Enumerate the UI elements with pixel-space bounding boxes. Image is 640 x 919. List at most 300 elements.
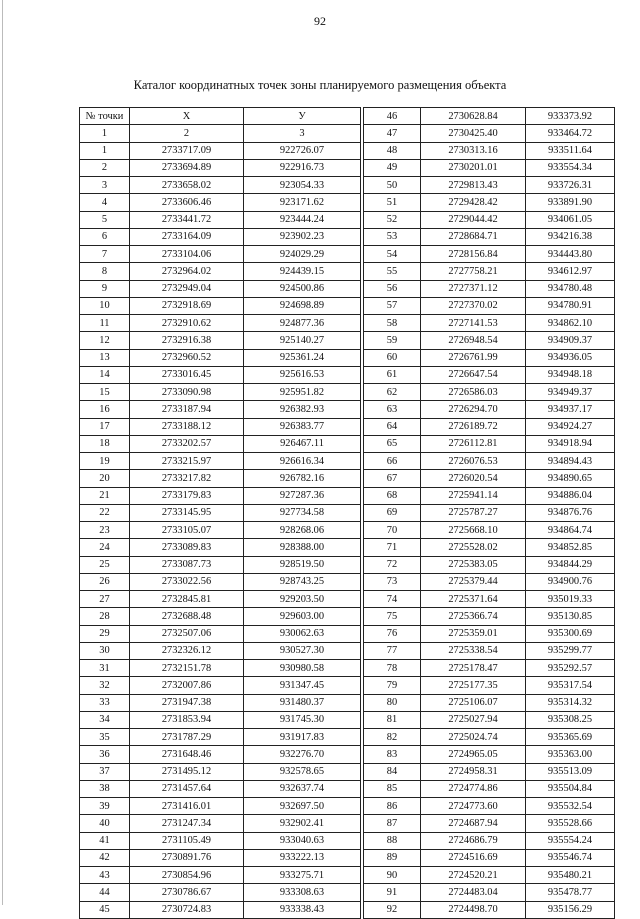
point-number-cell: 22	[80, 504, 130, 521]
y-coordinate-cell: 929203.50	[244, 591, 361, 608]
point-number-cell: 5	[80, 211, 130, 228]
point-number-cell: 33	[80, 694, 130, 711]
table-row	[364, 522, 615, 539]
x-coordinate-cell: 2730724.83	[130, 901, 244, 918]
x-coordinate-cell: 2724687.94	[421, 815, 526, 832]
x-coordinate-cell: 2732916.38	[130, 332, 244, 349]
x-coordinate-cell: 2731247.34	[130, 815, 244, 832]
y-coordinate-cell: 935019.33	[526, 591, 615, 608]
coordinates-table-right	[363, 107, 615, 919]
point-number-cell: 40	[80, 815, 130, 832]
x-coordinate-cell: 2733717.09	[130, 142, 244, 159]
table-row	[364, 487, 615, 504]
x-coordinate-cell: 2726189.72	[421, 418, 526, 435]
x-coordinate-cell: 2724773.60	[421, 798, 526, 815]
x-coordinate-cell: 2725338.54	[421, 642, 526, 659]
header-x: Х	[130, 108, 244, 125]
table-row	[364, 625, 615, 642]
x-coordinate-cell: 2733022.56	[130, 573, 244, 590]
point-number-cell: 43	[80, 867, 130, 884]
point-number-cell: 57	[364, 297, 421, 314]
x-coordinate-cell: 2730425.40	[421, 125, 526, 142]
x-coordinate-cell: 2725178.47	[421, 660, 526, 677]
y-coordinate-cell: 935532.54	[526, 798, 615, 815]
y-coordinate-cell: 934886.04	[526, 487, 615, 504]
table-row	[364, 746, 615, 763]
table-row	[364, 401, 615, 418]
table-row	[364, 453, 615, 470]
table-row	[80, 608, 361, 625]
table-row	[364, 729, 615, 746]
y-coordinate-cell: 924439.15	[244, 263, 361, 280]
x-coordinate-cell: 2730891.76	[130, 849, 244, 866]
table-row	[80, 573, 361, 590]
x-coordinate-cell: 2732964.02	[130, 263, 244, 280]
x-coordinate-cell: 2724965.05	[421, 746, 526, 763]
y-coordinate-cell: 935299.77	[526, 642, 615, 659]
y-coordinate-cell: 924029.29	[244, 246, 361, 263]
table-row	[364, 332, 615, 349]
point-number-cell: 31	[80, 660, 130, 677]
table-row	[80, 280, 361, 297]
y-coordinate-cell: 934780.91	[526, 297, 615, 314]
index-cell: 1	[80, 125, 130, 142]
table-row	[80, 832, 361, 849]
x-coordinate-cell: 2731457.64	[130, 780, 244, 797]
y-coordinate-cell: 933373.92	[526, 108, 615, 125]
x-coordinate-cell: 2733089.83	[130, 539, 244, 556]
x-coordinate-cell: 2729044.42	[421, 211, 526, 228]
table-row	[80, 384, 361, 401]
header-y: У	[244, 108, 361, 125]
point-number-cell: 83	[364, 746, 421, 763]
x-coordinate-cell: 2732949.04	[130, 280, 244, 297]
y-coordinate-cell: 924500.86	[244, 280, 361, 297]
point-number-cell: 78	[364, 660, 421, 677]
x-coordinate-cell: 2724686.79	[421, 832, 526, 849]
table-row	[364, 211, 615, 228]
point-number-cell: 10	[80, 297, 130, 314]
y-coordinate-cell: 923171.62	[244, 194, 361, 211]
table-row	[80, 539, 361, 556]
y-coordinate-cell: 924698.89	[244, 297, 361, 314]
table-row	[364, 125, 615, 142]
scan-edge-line	[2, 0, 3, 905]
point-number-cell: 37	[80, 763, 130, 780]
y-coordinate-cell: 932697.50	[244, 798, 361, 815]
y-coordinate-cell: 933222.13	[244, 849, 361, 866]
x-coordinate-cell: 2733145.95	[130, 504, 244, 521]
y-coordinate-cell: 935504.84	[526, 780, 615, 797]
table-row	[364, 832, 615, 849]
y-coordinate-cell: 935130.85	[526, 608, 615, 625]
y-coordinate-cell: 933891.90	[526, 194, 615, 211]
y-coordinate-cell: 934924.27	[526, 418, 615, 435]
x-coordinate-cell: 2732688.48	[130, 608, 244, 625]
x-coordinate-cell: 2730313.16	[421, 142, 526, 159]
table-row	[80, 901, 361, 918]
x-coordinate-cell: 2726112.81	[421, 435, 526, 452]
y-coordinate-cell: 935317.54	[526, 677, 615, 694]
point-number-cell: 8	[80, 263, 130, 280]
y-coordinate-cell: 928388.00	[244, 539, 361, 556]
y-coordinate-cell: 934948.18	[526, 366, 615, 383]
y-coordinate-cell: 935314.32	[526, 694, 615, 711]
y-coordinate-cell: 935156.29	[526, 901, 615, 918]
y-coordinate-cell: 934061.05	[526, 211, 615, 228]
y-coordinate-cell: 935308.25	[526, 711, 615, 728]
y-coordinate-cell: 932902.41	[244, 815, 361, 832]
y-coordinate-cell: 932578.65	[244, 763, 361, 780]
table-row	[80, 711, 361, 728]
table-row	[80, 660, 361, 677]
x-coordinate-cell: 2727371.12	[421, 280, 526, 297]
point-number-cell: 60	[364, 349, 421, 366]
point-number-cell: 79	[364, 677, 421, 694]
table-row	[80, 453, 361, 470]
y-coordinate-cell: 932637.74	[244, 780, 361, 797]
point-number-cell: 53	[364, 228, 421, 245]
right-table-body	[364, 108, 615, 919]
y-coordinate-cell: 927734.58	[244, 504, 361, 521]
x-coordinate-cell: 2732910.62	[130, 315, 244, 332]
table-row	[80, 332, 361, 349]
table-row	[364, 556, 615, 573]
x-coordinate-cell: 2724520.21	[421, 867, 526, 884]
x-coordinate-cell: 2725668.10	[421, 522, 526, 539]
x-coordinate-cell: 2725941.14	[421, 487, 526, 504]
x-coordinate-cell: 2732845.81	[130, 591, 244, 608]
table-row	[80, 263, 361, 280]
table-row	[364, 608, 615, 625]
x-coordinate-cell: 2726647.54	[421, 366, 526, 383]
point-number-cell: 69	[364, 504, 421, 521]
point-number-cell: 42	[80, 849, 130, 866]
x-coordinate-cell: 2724516.69	[421, 849, 526, 866]
table-row	[364, 660, 615, 677]
y-coordinate-cell: 928519.50	[244, 556, 361, 573]
y-coordinate-cell: 935478.77	[526, 884, 615, 901]
table-row	[364, 108, 615, 125]
x-coordinate-cell: 2731105.49	[130, 832, 244, 849]
x-coordinate-cell: 2733188.12	[130, 418, 244, 435]
y-coordinate-cell: 935365.69	[526, 729, 615, 746]
table-row	[80, 867, 361, 884]
x-coordinate-cell: 2733658.02	[130, 177, 244, 194]
left-table-body	[80, 142, 361, 918]
table-row	[80, 159, 361, 176]
x-coordinate-cell: 2731416.01	[130, 798, 244, 815]
table-row	[364, 642, 615, 659]
point-number-cell: 74	[364, 591, 421, 608]
x-coordinate-cell: 2731853.94	[130, 711, 244, 728]
x-coordinate-cell: 2725359.01	[421, 625, 526, 642]
point-number-cell: 16	[80, 401, 130, 418]
point-number-cell: 25	[80, 556, 130, 573]
point-number-cell: 89	[364, 849, 421, 866]
y-coordinate-cell: 931347.45	[244, 677, 361, 694]
table-row	[364, 591, 615, 608]
x-coordinate-cell: 2732151.78	[130, 660, 244, 677]
y-coordinate-cell: 933464.72	[526, 125, 615, 142]
y-coordinate-cell: 934900.76	[526, 573, 615, 590]
table-index-row	[80, 125, 361, 142]
y-coordinate-cell: 933040.63	[244, 832, 361, 849]
point-number-cell: 64	[364, 418, 421, 435]
x-coordinate-cell: 2726020.54	[421, 470, 526, 487]
point-number-cell: 56	[364, 280, 421, 297]
x-coordinate-cell: 2732507.06	[130, 625, 244, 642]
x-coordinate-cell: 2725383.05	[421, 556, 526, 573]
point-number-cell: 62	[364, 384, 421, 401]
point-number-cell: 19	[80, 453, 130, 470]
y-coordinate-cell: 926382.93	[244, 401, 361, 418]
table-row	[364, 384, 615, 401]
y-coordinate-cell: 933554.34	[526, 159, 615, 176]
table-row	[364, 280, 615, 297]
point-number-cell: 18	[80, 435, 130, 452]
point-number-cell: 30	[80, 642, 130, 659]
table-row	[80, 849, 361, 866]
point-number-cell: 1	[80, 142, 130, 159]
x-coordinate-cell: 2725366.74	[421, 608, 526, 625]
point-number-cell: 82	[364, 729, 421, 746]
y-coordinate-cell: 935480.21	[526, 867, 615, 884]
table-row	[80, 401, 361, 418]
table-row	[364, 349, 615, 366]
x-coordinate-cell: 2733179.83	[130, 487, 244, 504]
x-coordinate-cell: 2725787.27	[421, 504, 526, 521]
header-point-number: № точки	[80, 108, 130, 125]
x-coordinate-cell: 2733217.82	[130, 470, 244, 487]
y-coordinate-cell: 935363.00	[526, 746, 615, 763]
y-coordinate-cell: 923902.23	[244, 228, 361, 245]
table-row	[364, 694, 615, 711]
point-number-cell: 27	[80, 591, 130, 608]
table-row	[80, 228, 361, 245]
x-coordinate-cell: 2724774.86	[421, 780, 526, 797]
point-number-cell: 50	[364, 177, 421, 194]
table-row	[80, 591, 361, 608]
table-row	[80, 194, 361, 211]
y-coordinate-cell: 926467.11	[244, 435, 361, 452]
x-coordinate-cell: 2728684.71	[421, 228, 526, 245]
y-coordinate-cell: 925361.24	[244, 349, 361, 366]
point-number-cell: 84	[364, 763, 421, 780]
point-number-cell: 24	[80, 539, 130, 556]
point-number-cell: 15	[80, 384, 130, 401]
table-row	[364, 504, 615, 521]
table-row	[80, 694, 361, 711]
y-coordinate-cell: 923054.33	[244, 177, 361, 194]
y-coordinate-cell: 935546.74	[526, 849, 615, 866]
y-coordinate-cell: 934876.76	[526, 504, 615, 521]
table-row	[80, 729, 361, 746]
x-coordinate-cell: 2733215.97	[130, 453, 244, 470]
y-coordinate-cell: 935528.66	[526, 815, 615, 832]
table-row	[364, 763, 615, 780]
x-coordinate-cell: 2733441.72	[130, 211, 244, 228]
table-row	[364, 315, 615, 332]
table-row	[364, 901, 615, 918]
y-coordinate-cell: 926782.16	[244, 470, 361, 487]
table-row	[80, 211, 361, 228]
y-coordinate-cell: 925616.53	[244, 366, 361, 383]
point-number-cell: 88	[364, 832, 421, 849]
y-coordinate-cell: 930062.63	[244, 625, 361, 642]
point-number-cell: 4	[80, 194, 130, 211]
x-coordinate-cell: 2730201.01	[421, 159, 526, 176]
table-row	[80, 780, 361, 797]
table-row	[80, 177, 361, 194]
table-row	[80, 366, 361, 383]
y-coordinate-cell: 922726.07	[244, 142, 361, 159]
x-coordinate-cell: 2733016.45	[130, 366, 244, 383]
x-coordinate-cell: 2733202.57	[130, 435, 244, 452]
y-coordinate-cell: 934780.48	[526, 280, 615, 297]
point-number-cell: 49	[364, 159, 421, 176]
point-number-cell: 41	[80, 832, 130, 849]
y-coordinate-cell: 925140.27	[244, 332, 361, 349]
x-coordinate-cell: 2725379.44	[421, 573, 526, 590]
point-number-cell: 12	[80, 332, 130, 349]
x-coordinate-cell: 2725371.64	[421, 591, 526, 608]
y-coordinate-cell: 934937.17	[526, 401, 615, 418]
y-coordinate-cell: 934216.38	[526, 228, 615, 245]
y-coordinate-cell: 935554.24	[526, 832, 615, 849]
y-coordinate-cell: 928743.25	[244, 573, 361, 590]
table-header-row	[80, 108, 361, 125]
index-cell: 2	[130, 125, 244, 142]
y-coordinate-cell: 934844.29	[526, 556, 615, 573]
table-row	[80, 625, 361, 642]
x-coordinate-cell: 2733090.98	[130, 384, 244, 401]
table-row	[364, 711, 615, 728]
y-coordinate-cell: 927287.36	[244, 487, 361, 504]
x-coordinate-cell: 2730786.67	[130, 884, 244, 901]
point-number-cell: 73	[364, 573, 421, 590]
x-coordinate-cell: 2733187.94	[130, 401, 244, 418]
point-number-cell: 29	[80, 625, 130, 642]
y-coordinate-cell: 935300.69	[526, 625, 615, 642]
table-row	[80, 487, 361, 504]
y-coordinate-cell: 933308.63	[244, 884, 361, 901]
x-coordinate-cell: 2732918.69	[130, 297, 244, 314]
point-number-cell: 52	[364, 211, 421, 228]
table-row	[364, 435, 615, 452]
y-coordinate-cell: 933338.43	[244, 901, 361, 918]
y-coordinate-cell: 929603.00	[244, 608, 361, 625]
table-row	[364, 849, 615, 866]
x-coordinate-cell: 2731947.38	[130, 694, 244, 711]
table-row	[364, 798, 615, 815]
table-row	[364, 177, 615, 194]
table-row	[364, 228, 615, 245]
point-number-cell: 68	[364, 487, 421, 504]
x-coordinate-cell: 2724483.04	[421, 884, 526, 901]
point-number-cell: 46	[364, 108, 421, 125]
y-coordinate-cell: 923444.24	[244, 211, 361, 228]
y-coordinate-cell: 926616.34	[244, 453, 361, 470]
point-number-cell: 72	[364, 556, 421, 573]
point-number-cell: 61	[364, 366, 421, 383]
point-number-cell: 71	[364, 539, 421, 556]
x-coordinate-cell: 2727370.02	[421, 297, 526, 314]
x-coordinate-cell: 2726761.99	[421, 349, 526, 366]
x-coordinate-cell: 2727141.53	[421, 315, 526, 332]
x-coordinate-cell: 2724958.31	[421, 763, 526, 780]
point-number-cell: 20	[80, 470, 130, 487]
table-row	[80, 746, 361, 763]
table-row	[364, 418, 615, 435]
table-row	[364, 194, 615, 211]
point-number-cell: 66	[364, 453, 421, 470]
table-row	[80, 815, 361, 832]
x-coordinate-cell: 2727758.21	[421, 263, 526, 280]
point-number-cell: 28	[80, 608, 130, 625]
point-number-cell: 75	[364, 608, 421, 625]
table-row	[364, 142, 615, 159]
x-coordinate-cell: 2733105.07	[130, 522, 244, 539]
point-number-cell: 67	[364, 470, 421, 487]
x-coordinate-cell: 2730854.96	[130, 867, 244, 884]
table-row	[364, 366, 615, 383]
point-number-cell: 81	[364, 711, 421, 728]
point-number-cell: 63	[364, 401, 421, 418]
point-number-cell: 92	[364, 901, 421, 918]
coordinates-table-left	[79, 107, 361, 919]
point-number-cell: 11	[80, 315, 130, 332]
point-number-cell: 6	[80, 228, 130, 245]
point-number-cell: 91	[364, 884, 421, 901]
point-number-cell: 77	[364, 642, 421, 659]
point-number-cell: 70	[364, 522, 421, 539]
y-coordinate-cell: 925951.82	[244, 384, 361, 401]
y-coordinate-cell: 931745.30	[244, 711, 361, 728]
table-row	[364, 470, 615, 487]
x-coordinate-cell: 2729813.43	[421, 177, 526, 194]
table-row	[80, 556, 361, 573]
table-row	[364, 263, 615, 280]
y-coordinate-cell: 931480.37	[244, 694, 361, 711]
table-row	[80, 677, 361, 694]
y-coordinate-cell: 931917.83	[244, 729, 361, 746]
y-coordinate-cell: 934918.94	[526, 435, 615, 452]
table-row	[80, 763, 361, 780]
table-row	[364, 677, 615, 694]
point-number-cell: 44	[80, 884, 130, 901]
y-coordinate-cell: 934949.37	[526, 384, 615, 401]
point-number-cell: 45	[80, 901, 130, 918]
x-coordinate-cell: 2724498.70	[421, 901, 526, 918]
x-coordinate-cell: 2731787.29	[130, 729, 244, 746]
y-coordinate-cell: 934909.37	[526, 332, 615, 349]
table-row	[80, 884, 361, 901]
table-row	[364, 539, 615, 556]
table-row	[80, 435, 361, 452]
document-title: Каталог координатных точек зоны планируемого размещения объекта	[133, 78, 507, 92]
y-coordinate-cell: 934862.10	[526, 315, 615, 332]
point-number-cell: 48	[364, 142, 421, 159]
y-coordinate-cell: 934852.85	[526, 539, 615, 556]
point-number-cell: 13	[80, 349, 130, 366]
y-coordinate-cell: 934936.05	[526, 349, 615, 366]
table-row	[80, 246, 361, 263]
table-row	[364, 884, 615, 901]
y-coordinate-cell: 928268.06	[244, 522, 361, 539]
point-number-cell: 23	[80, 522, 130, 539]
y-coordinate-cell: 922916.73	[244, 159, 361, 176]
